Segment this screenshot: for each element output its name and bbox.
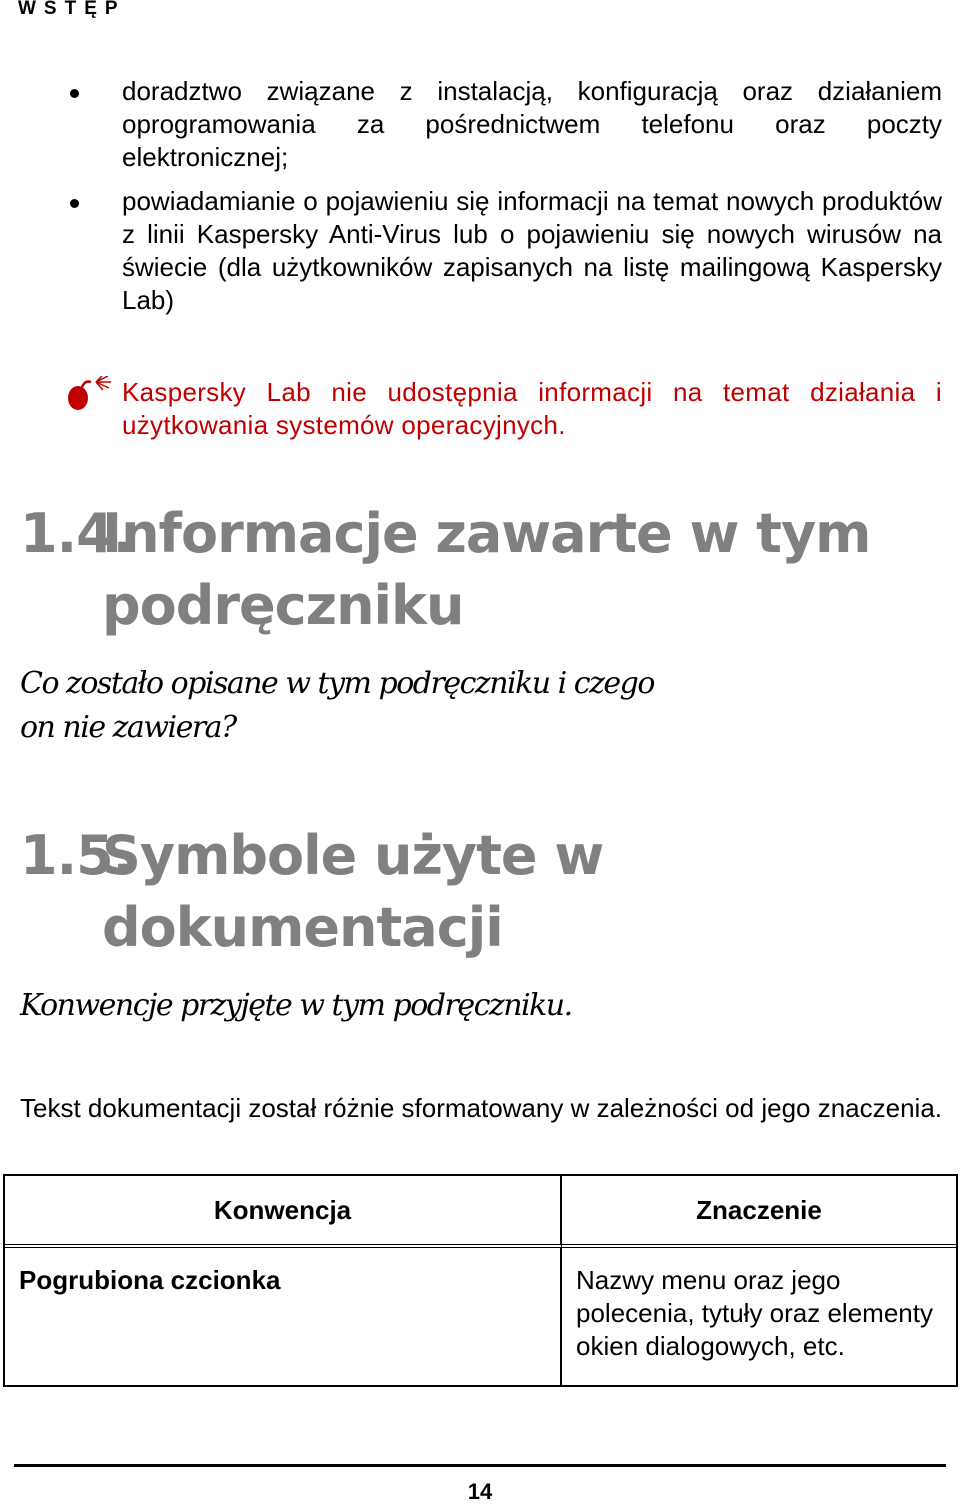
table-header-cell: Konwencja	[5, 1176, 562, 1248]
section-title: Informacje zawarte w tym podręczniku	[102, 502, 871, 637]
section-number: 1.4.	[20, 502, 133, 565]
section-heading	[0, 498, 960, 642]
table-row	[5, 1248, 956, 1385]
table-header-cell: Znaczenie	[562, 1176, 956, 1248]
list-item-text: doradztwo związane z instalacją, konfiguracją oraz działaniem oprogramowania za pośrednictwem telefonu oraz poczty elektronicznej;	[122, 76, 942, 172]
warning-note	[0, 376, 960, 442]
bomb-icon	[66, 376, 114, 412]
bullet-list	[0, 75, 960, 328]
table-cell: Pogrubiona czcionka	[5, 1248, 562, 1385]
section-subtitle: Co zostało opisane w tym podręczniku i czego on nie zawiera?	[20, 666, 654, 745]
section-heading	[0, 820, 960, 964]
section-subtitle: Konwencje przyjęte w tym podręczniku.	[20, 988, 572, 1023]
section-1-5	[0, 820, 960, 1028]
section-1-4	[0, 498, 960, 750]
section-number: 1.5.	[20, 824, 133, 887]
table-header-row	[5, 1176, 956, 1248]
body-paragraph: Tekst dokumentacji został różnie sformatowany w zależności od jego znaczenia.	[20, 1093, 943, 1123]
section-title: Symbole użyte w dokumentacji	[102, 824, 604, 959]
warning-text: Kaspersky Lab nie udostępnia informacji na temat działania i użytkowania systemów operacyjnych.	[122, 377, 942, 440]
list-item-text: powiadamianie o pojawieniu się informacji na temat nowych produktów z linii Kaspersky Anti-Virus lub o pojawieniu się nowych wirusów na świecie (dla użytkowników zapisanych na listę mailingową Kaspersky Lab)	[122, 186, 942, 315]
running-header: WSTĘP	[18, 0, 126, 19]
conventions-table	[3, 1174, 958, 1387]
list-item	[0, 75, 960, 174]
bullet-icon	[70, 89, 79, 98]
list-item	[0, 185, 960, 317]
bullet-icon	[70, 199, 79, 208]
table-cell: Nazwy menu oraz jego polecenia, tytuły oraz elementy okien dialogowych, etc.	[576, 1265, 933, 1361]
footer-divider	[14, 1464, 946, 1467]
page-number: 14	[467, 1479, 493, 1504]
